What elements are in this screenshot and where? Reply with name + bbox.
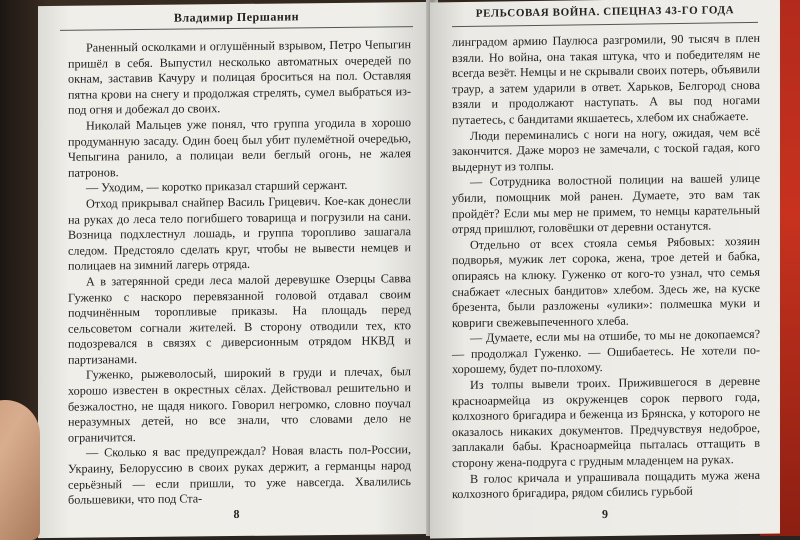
left-page-number: 8 [233, 506, 240, 522]
right-page-body [430, 23, 780, 504]
thumb [0, 400, 40, 540]
left-page-body [38, 27, 435, 509]
paragraph: линградом армию Паулюса разгромили, 90 тысяч в плен взяли. Но война, она такая штука, что и победителям не всегда везёт. Немцы и не скрывали своих потерь, объявили траур, а затем ударили в ответ. Харьков, Белгород снова взяли и продолжают наступать. А вы под ногами путаетесь, с бандитами якшаетесь, хлебом их снабжаете. [452, 30, 760, 128]
paragraph: Отход прикрывал снайпер Василь Грицевич. Кое-как донесли на руках до леса тело погибшего товарища и погрузили на сани. Возница подхлестнул лошадь, и группа торопливо зашагала следом. Предстояло сделать круг, чтобы не вывести немцев и полицаев на зимний лагерь отряда. [68, 193, 411, 274]
paragraph: Из толпы вывели троих. Прижившегося в деревне красноармейца из окруженцев сорок первого года, колхозного бригадира и беженца из Брянска, у которого не оказалось никаких документов. Предчувствуя недоброе, заплакали бабы. Красноармейца пыталась оттащить в сторону жена-подруга с грудным младенцем на руках. [452, 373, 760, 471]
paragraph: Люди переминались с ноги на ногу, ожидая, чем всё закончится. Даже мороз не замечали, с тоской гадая, кого выдернут из толпы. [452, 124, 760, 174]
paragraph: Гуженко, рыжеволосый, широкий в груди и плечах, был хорошо известен в окрестных сёлах. Действовал решительно и безжалостно, не щадя никого. Говорил негромко, словно поучал неразумных детей, но все знали, что словами дело не ограничится. [68, 364, 411, 445]
paragraph: Раненный осколками и оглушённый взрывом, Петро Чепыгин пришёл в себя. Выпустил несколько автоматных очередей по окнам, заставив Качуру и полицая броситься на пол. Оставляя пятна крови на снегу и продолжая стрелять, сумел выбраться из-под огня и добежал до своих. [68, 37, 411, 118]
paragraph: Николай Мальцев уже понял, что группа угодила в хорошо продуманную засаду. Один боец был убит пулемётной очередью, Чепыгина ранило, а полицаи вели беглый огонь, не жалея патронов. [68, 115, 411, 180]
right-page-header: РЕЛЬСОВАЯ ВОЙНА. СПЕЦНАЗ 43-ГО ГОДА [475, 4, 735, 20]
paragraph: В голос кричала и упрашивала пощадить мужа жена колхозного бригадира, рядом сбились гурьбой [452, 467, 760, 502]
paragraph: — Думаете, если мы на отшибе, то мы не докопаемся? — продолжал Гуженко. — Ошибаетесь. Не хотели по-хорошему, будет по-плохому. [452, 327, 760, 377]
paragraph: — Уходим, — коротко приказал старший сержант. [86, 178, 348, 195]
paragraph: — Сотрудника волостной полиции на вашей улице убили, помощник мой ранен. Думаете, это вам так пройдёт? Если мы мер не примем, то немцы карательный отряд пришлют, головёшки от деревни останутся. [452, 171, 760, 237]
paragraph: Отдельно от всех стояла семья Рябовых: хозяин подворья, мужик лет сорока, жена, трое детей и бабка, опираясь на клюку. Гуженко от кого-то узнал, что семья снабжает «лесных бандитов» хлебом. Здесь же, на куске брезента, были разложены «улики»: полмешка муки и ковриги свежевыпеченного хлеба. [452, 233, 760, 330]
left-page [38, 2, 435, 538]
right-page [430, 0, 780, 538]
paragraph: А в затерянной среди леса малой деревушке Озерцы Савва Гуженко с наскоро перевязанной головой отдавал своим подчинённым торопливые приказы. На площадь перед сельсоветом согнали жителей. В сторону отводили тех, кто подозревался в связях с диверсионным отрядом НКВД и партизанами. [68, 271, 411, 367]
paragraph: — Сколько я вас предупреждал? Новая власть пол-России, Украину, Белоруссию в своих руках держит, а германцы народ серьёзный — если пришли, то уже навсегда. Хвалились большевики, что под Ста- [68, 442, 411, 507]
right-page-number: 9 [602, 506, 608, 522]
left-page-header: Владимир Першанин [173, 9, 300, 25]
